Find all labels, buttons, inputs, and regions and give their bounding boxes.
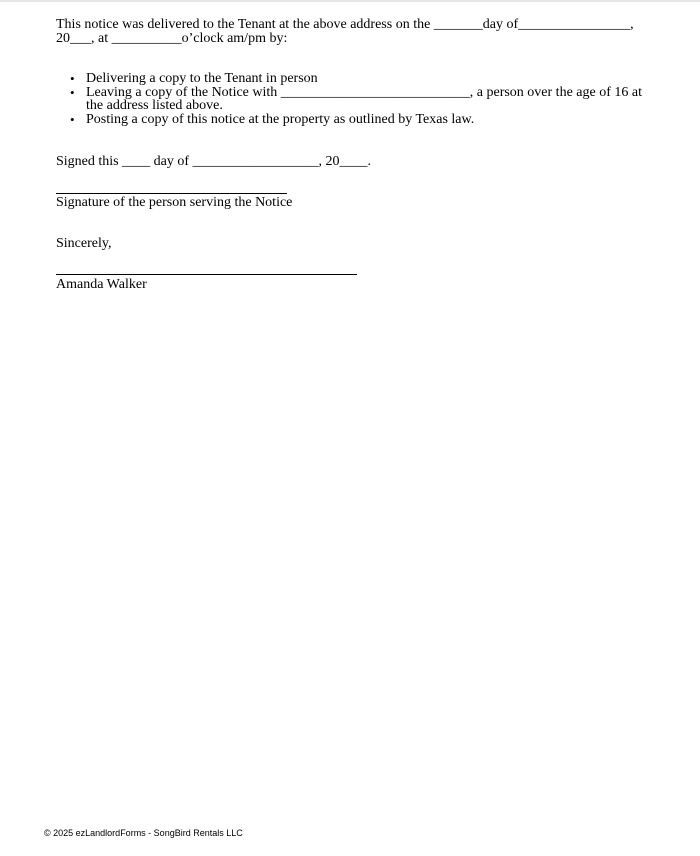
- page-footer: © 2025 ezLandlordForms - SongBird Rentals LLC: [44, 828, 243, 838]
- signer-signature-line: [56, 274, 357, 275]
- delivery-method-list: [70, 72, 670, 126]
- list-item: [70, 113, 670, 127]
- closing-text: Sincerely,: [56, 236, 112, 251]
- delivery-line-2: 20___, at __________o’clock am/pm by:: [56, 31, 288, 46]
- delivery-line-1: This notice was delivered to the Tenant at the above address on the _______day of________________,: [56, 17, 634, 32]
- list-item: [70, 72, 670, 86]
- method-leave-copy: Leaving a copy of the Notice with ___________________________, a person over the age of 16 at: [86, 84, 642, 100]
- method-leave-copy-continuation: the address listed above.: [86, 98, 223, 113]
- method-posting: Posting a copy of this notice at the property as outlined by Texas law.: [86, 111, 475, 127]
- list-item: [70, 86, 670, 113]
- signed-date-line: Signed this ____ day of __________________, 20____.: [56, 154, 371, 169]
- page-top-edge: [0, 0, 700, 2]
- method-in-person: Delivering a copy to the Tenant in person: [86, 71, 318, 86]
- server-signature-caption: Signature of the person serving the Notice: [56, 195, 293, 210]
- signer-name: Amanda Walker: [56, 277, 147, 292]
- server-signature-line: [56, 193, 287, 194]
